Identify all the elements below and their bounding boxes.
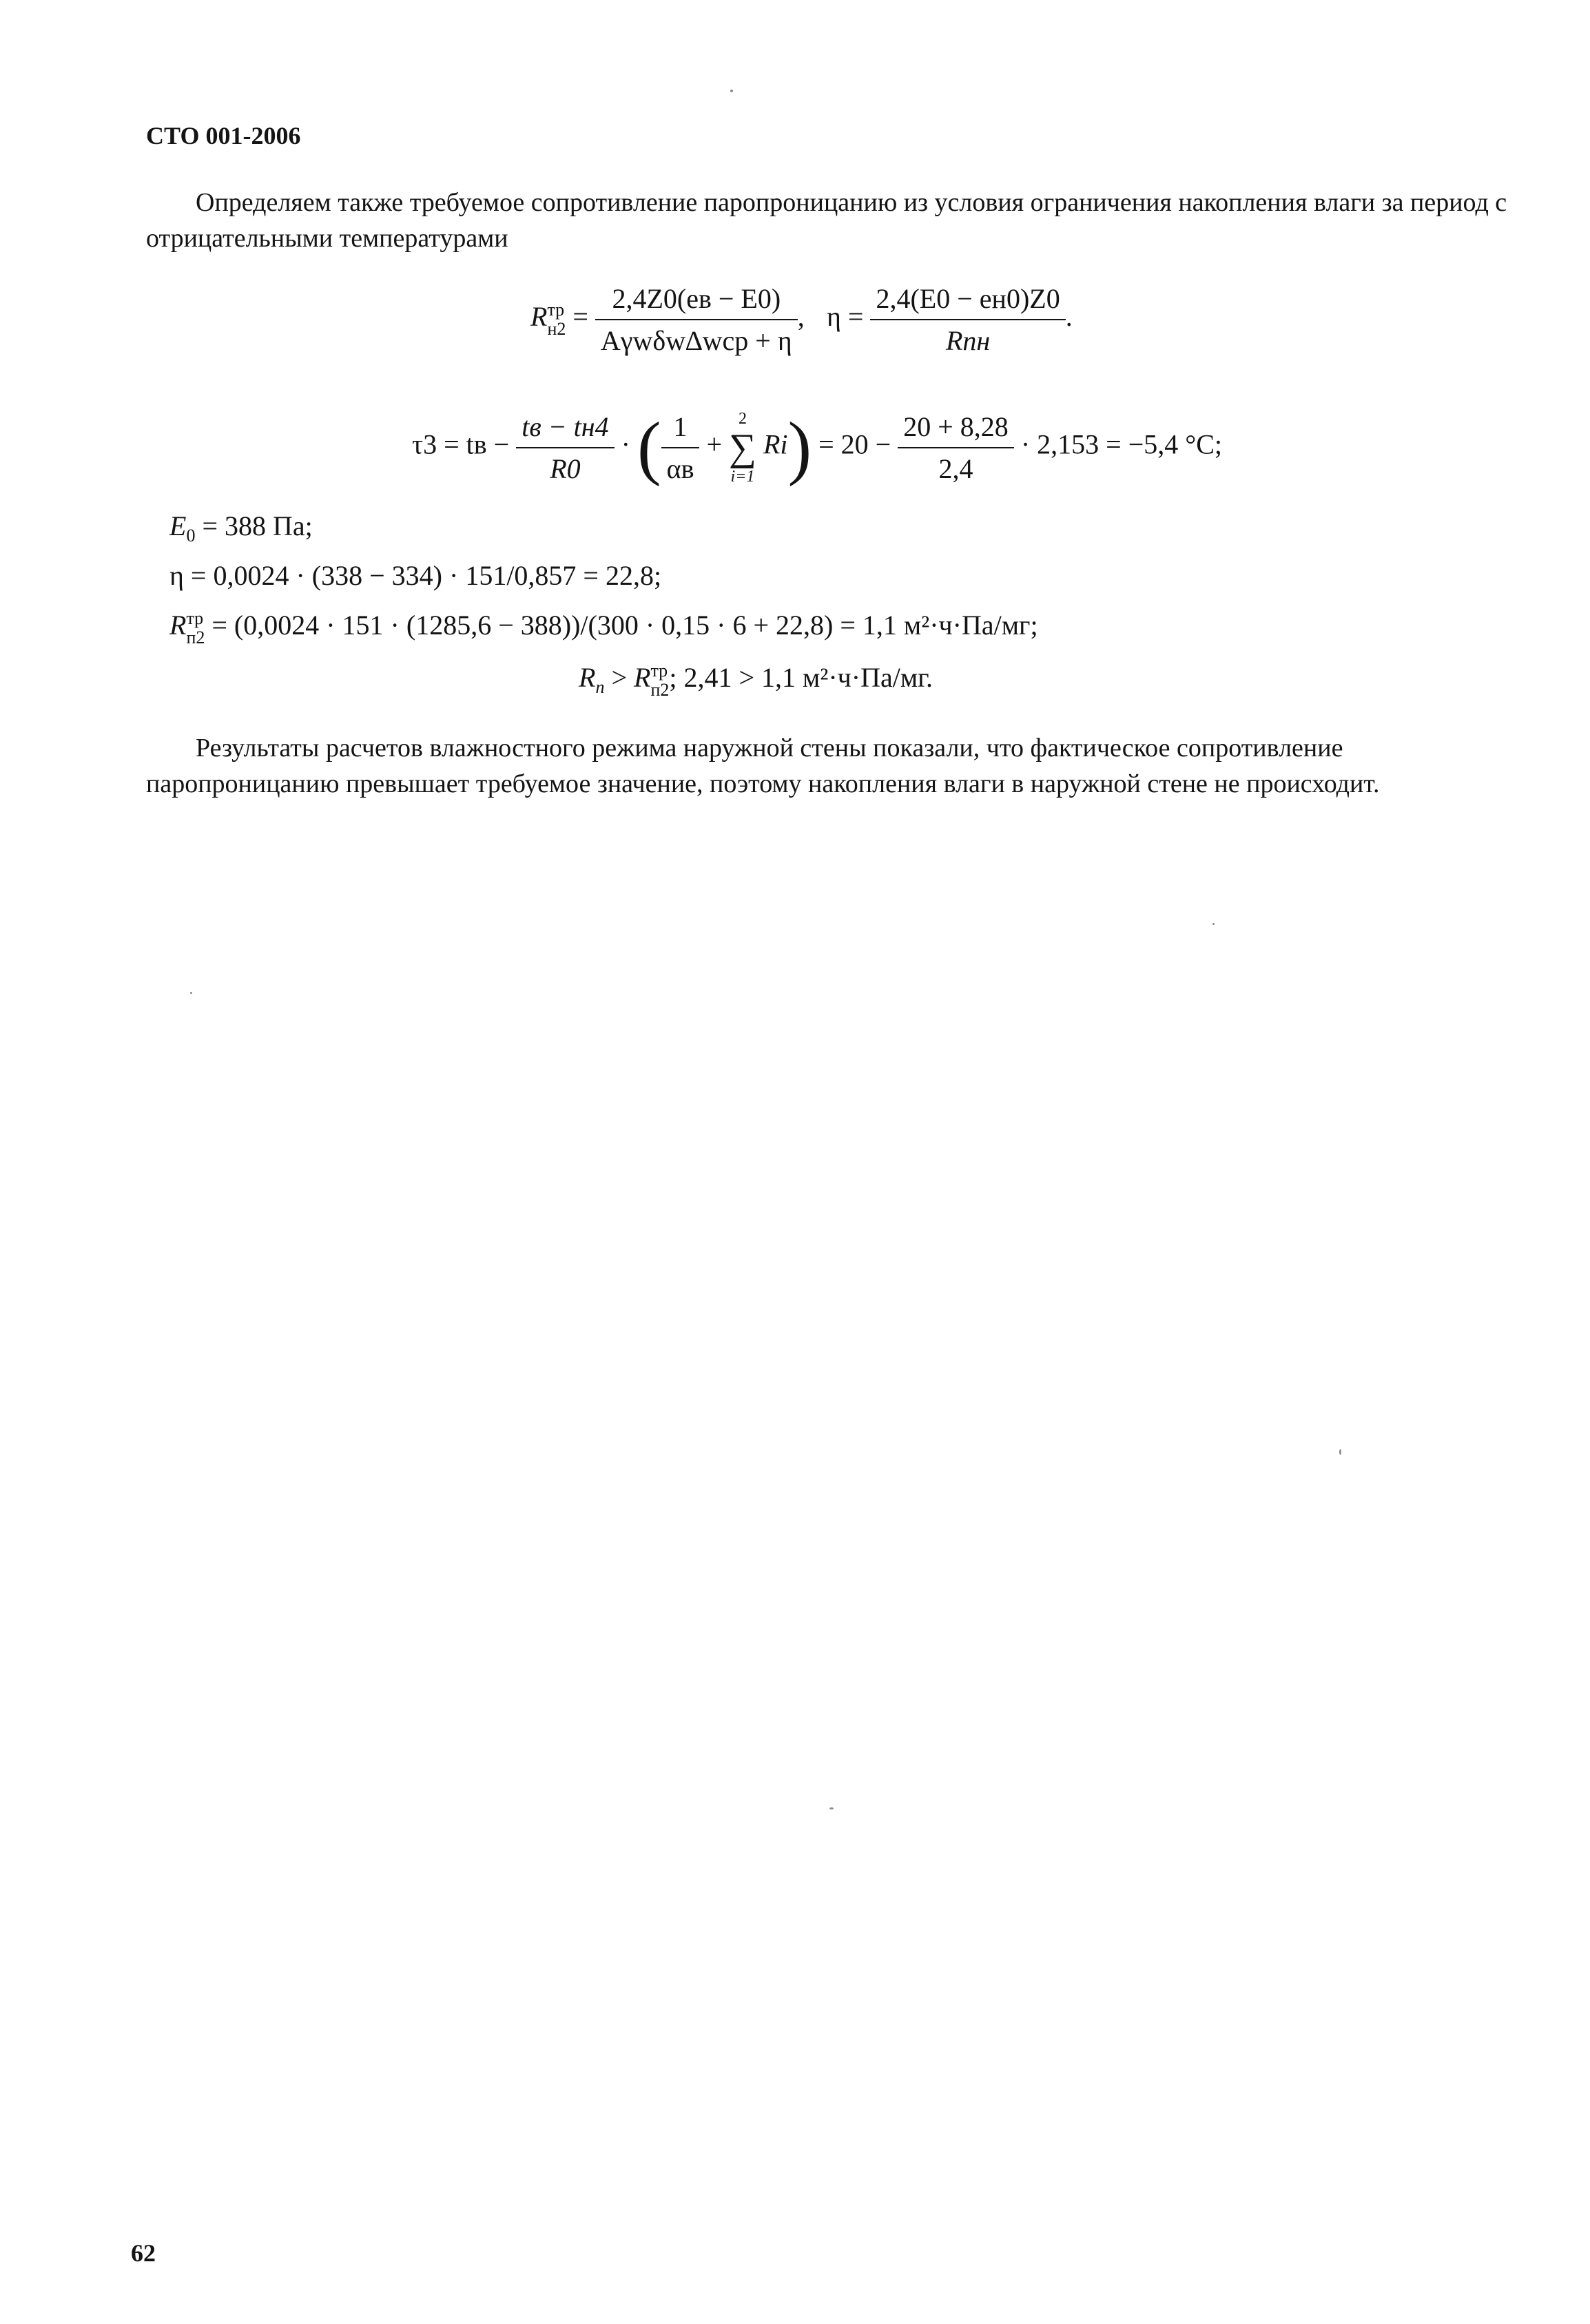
scan-speck <box>1339 1449 1341 1455</box>
formula1-lhs-symbol: R <box>530 301 548 333</box>
formula1-numerator: 2,4Z0(eв − E0) <box>595 282 798 320</box>
line-rn2-value: = (0,0024 · 151 · (1285,6 − 388))/(300 · 0,15 · 6 + 22,8) = 1,1 м²·ч·Па/мг; <box>211 610 1038 641</box>
formula3-sum: 2 ∑ i=1 <box>729 408 756 488</box>
formula2-lhs: η = <box>827 301 864 333</box>
formula-required-resistance: R тр н2 = $\frac{2,4Z0(eв - E0)}{\text{Aγwδw∆wср + η}}$ , <box>530 283 805 356</box>
formula3-inner-denominator: αв <box>666 453 694 484</box>
formula3-fraction-denominator: R0 <box>550 453 581 484</box>
formula1-fraction <box>595 282 798 357</box>
line-comparison: $R_n > R$ тр п2 ; 2,41 > 1,1 м²·ч·Па/мг. <box>579 661 933 700</box>
formula3-inner-fraction <box>661 411 700 485</box>
scan-speck <box>1212 923 1215 925</box>
formula3-lhs: τ3 = tв − <box>412 428 510 460</box>
formula1-lhs-superscript: тр <box>547 300 565 320</box>
formula-tau3: τ3 = tв − $\frac{tв - tн4}{R0}$ · ( $\frac{1}{\alpha в}$ + 2 ∑ i=1 Ri) = 20 − $\frac{20 + 8,28}{2,4}$ · 2,153 = −5,4 °С; <box>412 408 1223 487</box>
line-e0: $E_0 = 388$ Па; <box>169 510 313 546</box>
formula3-rhs-fraction <box>898 411 1014 485</box>
formula2-denominator: Rпн <box>945 325 991 356</box>
line-comparison-value: ; 2,41 > 1,1 м²·ч·Па/мг. <box>669 662 933 694</box>
formula3-rhs-numerator: 20 + 8,28 <box>898 411 1014 448</box>
formula3-fraction-numerator: tв − tн4 <box>516 411 614 448</box>
formula3-sum-upper: 2 <box>738 409 747 428</box>
formula3-sum-term: Ri <box>763 428 788 460</box>
intro-paragraph: Определяем также требуемое сопротивление паропроницанию из условия ограничения накопления влаги за период с отрицательными температурами <box>146 188 1507 253</box>
formula3-fraction-main <box>516 411 614 485</box>
line-rn2: R тр п2 = (0,0024 · 151 · (1285,6 − 388))/(300 · 0,15 · 6 + 22,8) = 1,1 м²·ч·Па/мг; <box>169 608 1038 647</box>
formula1-denominator: Aγwδw∆wср + η <box>600 325 792 356</box>
formula2-numerator: 2,4(E0 − eн0)Z0 <box>870 282 1065 320</box>
formula1-lhs-subscript: н2 <box>547 319 566 339</box>
formula3-rhs-denominator: 2,4 <box>938 453 973 484</box>
formula3-sum-lower: i=1 <box>730 467 755 486</box>
formula3-rhs-start: = 20 − <box>818 428 891 460</box>
formula2-fraction <box>870 282 1065 357</box>
document-code-header: СТО 001-2006 <box>146 122 301 149</box>
formula3-inner-numerator: 1 <box>661 411 700 448</box>
page-number: 62 <box>131 2239 156 2267</box>
line-eta: η = 0,0024 · (338 − 334) · 151/0,857 = 22,8; <box>169 560 662 591</box>
line-e0-value: = 388 Па; <box>202 510 313 541</box>
scan-speck <box>730 90 733 92</box>
scan-speck <box>829 1807 834 1809</box>
formula3-rhs-end: · 2,153 = −5,4 °С; <box>1020 428 1223 460</box>
formula-eta: η = $\frac{2,4(E0 - eн0)Z0}{\text{Rпн}}$ . <box>827 283 1073 356</box>
conclusion-paragraph: Результаты расчетов влажностного режима наружной стены показали, что фактическое сопротивление паропроницанию превышает требуемое значение, поэтому накопления влаги в наружной стене не происходит. <box>146 734 1380 798</box>
scan-speck <box>190 992 192 994</box>
